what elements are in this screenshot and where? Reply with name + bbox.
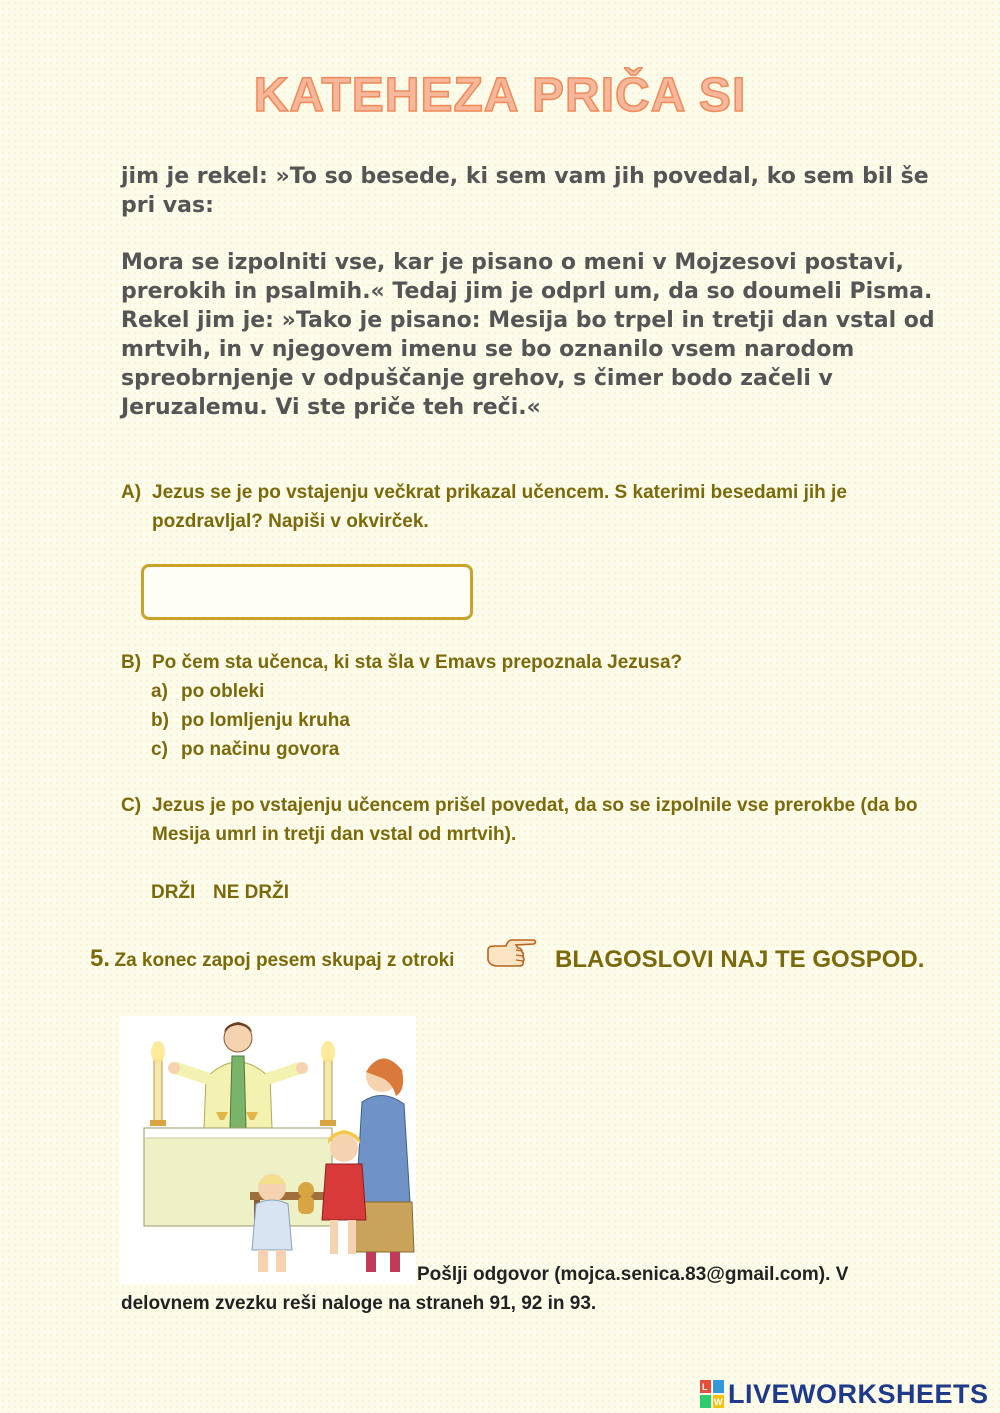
task-5-number: 5. <box>90 945 111 972</box>
svg-text:L: L <box>702 1382 708 1392</box>
question-b-text: Po čem sta učenca, ki sta šla v Emavs prepoznala Jezusa? <box>152 652 683 673</box>
option-b[interactable] <box>151 706 350 735</box>
option-c-marker: c) <box>151 739 168 760</box>
question-b <box>121 648 951 678</box>
church-illustration <box>120 1016 416 1284</box>
answer-input-box[interactable] <box>141 564 473 620</box>
liveworksheets-text: LIVEWORKSHEETS <box>728 1378 989 1409</box>
song-title: BLAGOSLOVI NAJ TE GOSPOD. <box>555 946 925 973</box>
option-c[interactable] <box>151 735 339 764</box>
option-a-marker: a) <box>151 681 168 702</box>
option-b-marker: b) <box>151 710 169 731</box>
choice-drzi[interactable]: DRŽI <box>151 882 196 903</box>
svg-text:W: W <box>714 1397 723 1407</box>
option-b-text: po lomljenju kruha <box>181 710 350 731</box>
question-c-text: Jezus je po vstajenju učencem prišel povedat, da so se izpolnile vse prerokbe (da bo Mesija umrl in tretji dan vstal od mrtvih). <box>152 795 918 845</box>
question-a-marker: A) <box>121 482 142 503</box>
scripture-paragraph-1: jim je rekel: »To so besede, ki sem vam jih povedal, ko sem bil še pri vas: <box>121 164 929 218</box>
question-c-marker: C) <box>121 795 142 816</box>
choice-ne-drzi[interactable]: NE DRŽI <box>213 882 289 903</box>
option-a-text: po obleki <box>181 681 265 702</box>
liveworksheets-badge-icon <box>700 1380 724 1408</box>
question-c <box>121 791 951 851</box>
submission-note: Pošlji odgovor (mojca.senica.83@gmail.com). V delovnem zvezku reši naloge na straneh 91, 92 in 93. <box>121 1264 849 1314</box>
task-5-text: Za konec zapoj pesem skupaj z otroki <box>114 950 455 971</box>
task-5 <box>90 945 454 973</box>
scripture-paragraph-2: Mora se izpolniti vse, kar je pisano o meni v Mojzesovi postavi, prerokih in psalmih.« Tedaj jim je odprl um, da so doumeli Pisma. Rekel jim je: »Tako je pisano: Mesija bo trpel in tretji dan vstal od mrtvih, in v njegovem imenu se bo oznanilo vsem narodom spreobrnjenje v odpuščanje grehov, s čimer bodo začeli v Jeruzalemu. Vi ste priče teh reči.« <box>121 250 935 420</box>
option-a[interactable] <box>151 677 264 706</box>
question-a-text: Jezus se je po vstajenju večkrat prikazal učencem. S katerimi besedami jih je pozdravljal? Napiši v okvirček. <box>152 482 847 532</box>
pointing-hand-icon <box>486 936 538 972</box>
page-title: KATEHEZA PRIČA SI <box>253 69 747 122</box>
question-b-marker: B) <box>121 652 142 673</box>
option-c-text: po načinu govora <box>181 739 340 760</box>
question-a <box>121 478 951 538</box>
liveworksheets-logo <box>700 1378 989 1410</box>
